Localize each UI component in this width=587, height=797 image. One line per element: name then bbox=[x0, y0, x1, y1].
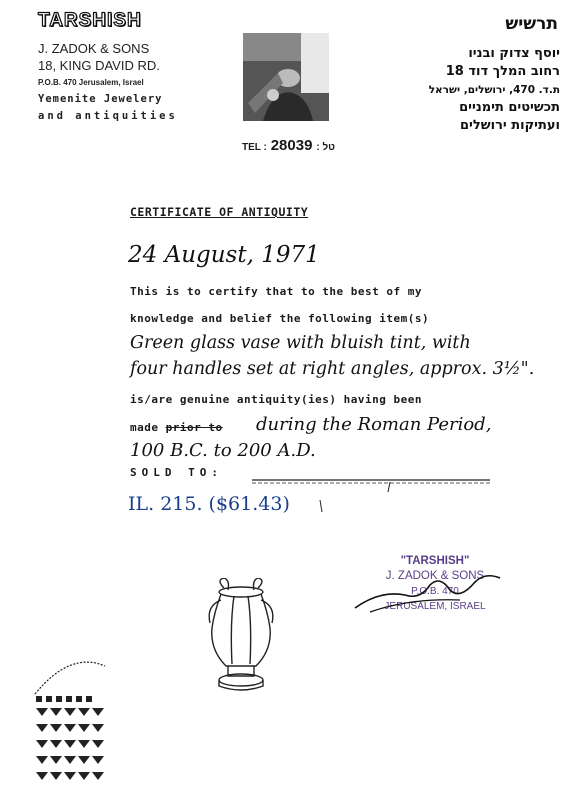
telephone-number: 28039 bbox=[270, 137, 313, 154]
letterhead-address bbox=[38, 40, 178, 125]
sold-to-label: SOLD TO: bbox=[130, 466, 223, 479]
vase-sketch-icon bbox=[196, 578, 286, 708]
item-description-2: four handles set at right angles, approx. 3½". bbox=[130, 359, 535, 379]
made-label: made prior to bbox=[130, 421, 223, 434]
tagline-1: Yemenite Jewelery bbox=[38, 93, 163, 105]
certify-line-3: is/are genuine antiquity(ies) having been bbox=[130, 393, 423, 406]
item-description-1: Green glass vase with bluish tint, with bbox=[130, 333, 471, 353]
po-box: P.O.B. 470 Jerusalem, Israel bbox=[38, 78, 144, 87]
certificate-title: CERTIFICATE OF ANTIQUITY bbox=[130, 205, 309, 219]
struck-text: prior to bbox=[165, 421, 223, 434]
period-line-1: during the Roman Period, bbox=[256, 414, 492, 435]
letterhead-photo bbox=[243, 33, 329, 121]
brand-logo: TARSHISH bbox=[38, 10, 142, 31]
signature bbox=[350, 560, 510, 620]
period-line-2: 100 B.C. to 200 A.D. bbox=[130, 440, 316, 461]
certify-line-1: This is to certify that to the best of my bbox=[130, 285, 423, 298]
hebrew-brand: תרשיש bbox=[505, 14, 558, 34]
hebrew-address: יוסף צדוק ובניו רחוב המלך דוד 18 ת.ד. 470, ירושלים, ישראל תכשיטים תימניים ועתיקות ירושלים bbox=[428, 46, 560, 133]
company-stamp: "TARSHISH" J. ZADOK & SONS P.O.B. 470 JERUSALEM, ISRAEL bbox=[384, 555, 486, 612]
certificate-date: 24 August, 1971 bbox=[128, 242, 320, 268]
necklace-logo-icon bbox=[30, 656, 120, 796]
tagline-2: and antiquities bbox=[38, 110, 178, 122]
street-address: 18, KING DAVID RD. bbox=[38, 58, 160, 73]
company-name: J. ZADOK & SONS bbox=[38, 41, 150, 56]
price: IL. 215. ($61.43) bbox=[128, 493, 290, 515]
certify-line-2: knowledge and belief the following item(s) bbox=[130, 312, 430, 325]
telephone: TEL : 28039 : טל bbox=[242, 137, 336, 154]
